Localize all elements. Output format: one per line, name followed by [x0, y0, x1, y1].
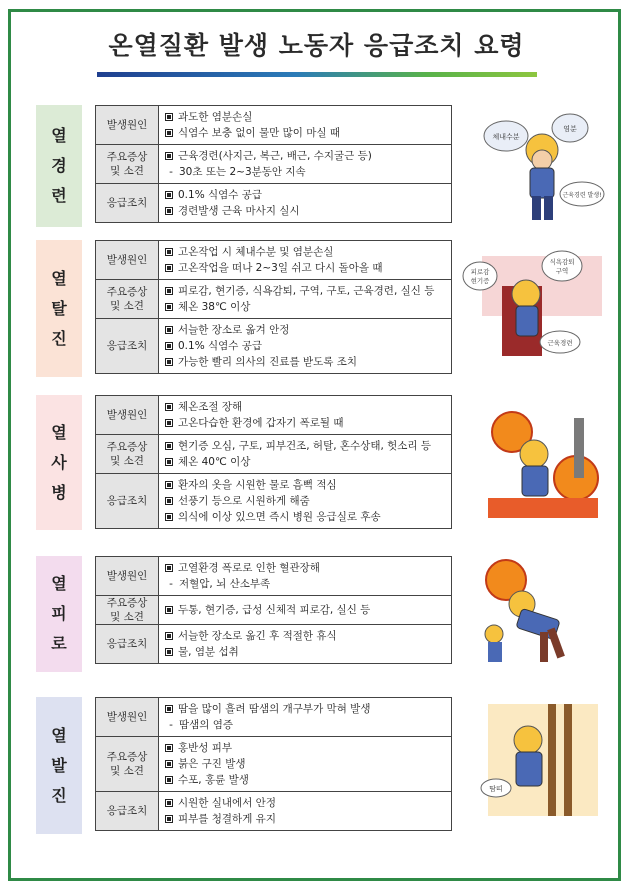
- disease-name-char: 피: [51, 604, 67, 623]
- square-bullet-icon: [165, 264, 173, 272]
- item-line: [165, 493, 446, 509]
- dash-bullet: -: [169, 166, 173, 178]
- item-line: [165, 454, 446, 470]
- square-bullet-icon: [165, 799, 173, 807]
- cause-label: 발생원인: [96, 106, 159, 145]
- item-line: [165, 717, 446, 733]
- dash-bullet: -: [169, 578, 173, 590]
- square-bullet-icon: [165, 481, 173, 489]
- item-line: [165, 244, 446, 260]
- title-underline: [97, 72, 537, 77]
- illus-label-water: 체내수분: [492, 133, 520, 141]
- item-text: 두통, 현기증, 급성 신체적 피로감, 실신 등: [178, 604, 371, 616]
- square-bullet-icon: [165, 358, 173, 366]
- table-row: [96, 698, 452, 737]
- item-text: 고열환경 폭로로 인한 혈관장해: [178, 562, 320, 574]
- cause-label: 발생원인: [96, 241, 159, 280]
- symptom-label: [96, 435, 159, 474]
- item-text: 물, 염분 섭취: [178, 646, 239, 658]
- square-bullet-icon: [165, 513, 173, 521]
- item-line: [165, 260, 446, 276]
- square-bullet-icon: [165, 564, 173, 572]
- aid-content: [159, 474, 452, 529]
- illustration-heat-cramps: [478, 108, 608, 228]
- disease-name-char: 련: [51, 186, 67, 205]
- table-row: [96, 184, 452, 223]
- cause-label: 발생원인: [96, 557, 159, 596]
- cause-label: 발생원인: [96, 396, 159, 435]
- illustration-heat-exhaustion: [462, 246, 608, 366]
- disease-name: [36, 697, 82, 834]
- symptom-label: [96, 145, 159, 184]
- aid-label: 응급조치: [96, 474, 159, 529]
- item-line: [165, 125, 446, 141]
- illus-label-nausea: 구역: [555, 267, 569, 275]
- cause-content: [159, 698, 452, 737]
- item-line: [165, 354, 446, 370]
- aid-label: 응급조치: [96, 625, 159, 664]
- disease-name: [36, 240, 82, 377]
- info-table: [95, 395, 452, 529]
- symptom-label: [96, 280, 159, 319]
- square-bullet-icon: [165, 606, 173, 614]
- square-bullet-icon: [165, 287, 173, 295]
- item-line: [165, 509, 446, 525]
- item-text: 현기증 오심, 구토, 피부건조, 허탈, 혼수상태, 헛소리 등: [178, 440, 432, 452]
- dash-bullet: -: [169, 719, 173, 731]
- symptom-label-line: 주요증상: [106, 151, 148, 163]
- item-text: 체온 40℃ 이상: [178, 456, 251, 468]
- cause-content: [159, 106, 452, 145]
- item-line: [165, 438, 446, 454]
- square-bullet-icon: [165, 326, 173, 334]
- item-text: 서늘한 장소로 옮긴 후 적절한 휴식: [178, 630, 337, 642]
- aid-content: [159, 184, 452, 223]
- item-text: 고온작업을 떠나 2~3일 쉬고 다시 돌아올 때: [178, 262, 383, 274]
- item-line: [165, 644, 446, 660]
- table-row: [96, 280, 452, 319]
- square-bullet-icon: [165, 207, 173, 215]
- item-text: 수포, 홍륜 발생: [178, 774, 249, 786]
- item-line: [165, 560, 446, 576]
- item-text: 가능한 빨리 의사의 진료를 받도록 조치: [178, 356, 357, 368]
- table-row: [96, 596, 452, 625]
- symptom-content: [159, 280, 452, 319]
- item-line: [165, 576, 446, 592]
- item-text: 피부를 청결하게 유지: [178, 813, 276, 825]
- table-row: [96, 474, 452, 529]
- item-line: [165, 740, 446, 756]
- disease-name: [36, 105, 82, 227]
- table-row: [96, 396, 452, 435]
- table-row: [96, 557, 452, 596]
- item-line: [165, 811, 446, 827]
- item-text: 선풍기 등으로 시원하게 해줌: [178, 495, 310, 507]
- symptom-label-line: 주요증상: [106, 751, 148, 763]
- table-row: [96, 792, 452, 831]
- square-bullet-icon: [165, 191, 173, 199]
- disease-name-char: 병: [51, 482, 67, 502]
- item-text: 저혈압, 뇌 산소부족: [179, 578, 271, 590]
- aid-content: [159, 625, 452, 664]
- disease-name-char: 진: [51, 785, 67, 805]
- table-row: [96, 145, 452, 184]
- illustration-heat-rash: [478, 700, 608, 820]
- item-text: 경련발생 근육 마사지 실시: [178, 205, 300, 217]
- symptom-label-line: 및 소견: [110, 455, 144, 467]
- square-bullet-icon: [165, 648, 173, 656]
- item-line: [165, 109, 446, 125]
- item-text: 붉은 구진 발생: [178, 758, 246, 770]
- disease-name-char: 탈: [51, 298, 67, 318]
- item-line: [165, 701, 446, 717]
- symptom-content: [159, 435, 452, 474]
- item-text: 30초 또는 2~3분동안 지속: [179, 166, 306, 178]
- illustration-heat-fatigue: [478, 558, 608, 673]
- item-text: 0.1% 식염수 공급: [178, 340, 263, 352]
- item-line: [165, 477, 446, 493]
- square-bullet-icon: [165, 632, 173, 640]
- item-line: [165, 399, 446, 415]
- symptom-label-line: 및 소견: [110, 300, 144, 312]
- aid-label: 응급조치: [96, 792, 159, 831]
- item-text: 홍반성 피부: [178, 742, 233, 754]
- disease-name-char: 열: [51, 268, 67, 288]
- item-text: 근육경련(사지근, 복근, 배근, 수지굴근 등): [178, 150, 372, 162]
- table-row: [96, 106, 452, 145]
- cause-content: [159, 241, 452, 280]
- illus-label-cramp2: 근육경련: [547, 339, 573, 347]
- symptom-label-line: 및 소견: [110, 611, 144, 623]
- item-text: 과도한 염분손실: [178, 111, 253, 123]
- square-bullet-icon: [165, 776, 173, 784]
- symptom-label-line: 및 소견: [110, 765, 144, 777]
- square-bullet-icon: [165, 419, 173, 427]
- square-bullet-icon: [165, 458, 173, 466]
- disease-name-char: 열: [51, 725, 67, 745]
- item-text: 시원한 실내에서 안정: [178, 797, 276, 809]
- item-line: [165, 283, 446, 299]
- cause-label: 발생원인: [96, 698, 159, 737]
- illus-label-appetite: 식욕감퇴: [549, 258, 575, 266]
- table-row: [96, 319, 452, 374]
- item-line: [165, 602, 446, 618]
- disease-name-char: 열: [51, 126, 67, 145]
- symptom-label: [96, 596, 159, 625]
- symptom-label-line: 주요증상: [106, 286, 148, 298]
- square-bullet-icon: [165, 303, 173, 311]
- item-text: 식염수 보충 없이 물만 많이 마실 때: [178, 127, 341, 139]
- aid-label: 응급조치: [96, 184, 159, 223]
- illus-label-cramp: 근육경련 발생!: [562, 192, 602, 199]
- table-row: [96, 435, 452, 474]
- square-bullet-icon: [165, 248, 173, 256]
- disease-name-char: 진: [51, 328, 67, 348]
- disease-name: [36, 556, 82, 672]
- disease-name-char: 열: [51, 422, 67, 442]
- square-bullet-icon: [165, 760, 173, 768]
- item-line: [165, 187, 446, 203]
- disease-name: [36, 395, 82, 530]
- disease-name-char: 경: [51, 156, 67, 175]
- item-line: [165, 322, 446, 338]
- item-line: [165, 299, 446, 315]
- page-title: 온열질환 발생 노동자 응급조치 요령: [108, 31, 525, 60]
- symptom-label-line: 주요증상: [106, 441, 148, 453]
- item-text: 땀샘의 염증: [179, 719, 234, 731]
- item-text: 체온 38℃ 이상: [178, 301, 251, 313]
- item-line: [165, 338, 446, 354]
- item-text: 피로감, 현기증, 식욕감퇴, 구역, 구토, 근육경련, 실신 등: [178, 285, 435, 297]
- illus-label-fatigue: 피로감: [470, 268, 490, 276]
- item-line: [165, 772, 446, 788]
- item-line: [165, 795, 446, 811]
- item-line: [165, 756, 446, 772]
- illus-label-rash: 땀띠: [489, 785, 503, 793]
- symptom-content: [159, 145, 452, 184]
- cause-content: [159, 396, 452, 435]
- table-row: [96, 737, 452, 792]
- item-text: 고온다습한 환경에 갑자기 폭로될 때: [178, 417, 344, 429]
- illus-label-dizzy: 현기증: [470, 277, 490, 285]
- item-text: 환자의 옷을 시원한 물로 흠뻑 적심: [178, 479, 337, 491]
- item-text: 0.1% 식염수 공급: [178, 189, 263, 201]
- square-bullet-icon: [165, 403, 173, 411]
- square-bullet-icon: [165, 497, 173, 505]
- item-line: [165, 203, 446, 219]
- item-text: 땀을 많이 흘려 땀샘의 개구부가 막혀 발생: [178, 703, 371, 715]
- disease-name-char: 열: [51, 574, 67, 593]
- square-bullet-icon: [165, 815, 173, 823]
- info-table: [95, 697, 452, 831]
- cause-content: [159, 557, 452, 596]
- disease-name-char: 발: [51, 755, 67, 775]
- info-table: [95, 240, 452, 374]
- aid-content: [159, 792, 452, 831]
- square-bullet-icon: [165, 342, 173, 350]
- table-row: [96, 625, 452, 664]
- item-line: [165, 415, 446, 431]
- square-bullet-icon: [165, 705, 173, 713]
- item-text: 체온조절 장해: [178, 401, 243, 413]
- item-text: 의식에 이상 있으면 즉시 병원 응급실로 후송: [178, 511, 381, 523]
- item-line: [165, 628, 446, 644]
- info-table: [95, 105, 452, 223]
- symptom-label-line: 주요증상: [106, 597, 148, 609]
- symptom-label: [96, 737, 159, 792]
- symptom-label-line: 및 소견: [110, 165, 144, 177]
- item-line: [165, 148, 446, 164]
- table-row: [96, 241, 452, 280]
- aid-label: 응급조치: [96, 319, 159, 374]
- item-line: [165, 164, 446, 180]
- info-table: [95, 556, 452, 664]
- item-text: 서늘한 장소로 옮겨 안정: [178, 324, 290, 336]
- square-bullet-icon: [165, 113, 173, 121]
- symptom-content: [159, 737, 452, 792]
- disease-name-char: 로: [51, 634, 67, 653]
- square-bullet-icon: [165, 152, 173, 160]
- illus-label-salt: 염분: [563, 125, 577, 133]
- square-bullet-icon: [165, 442, 173, 450]
- square-bullet-icon: [165, 129, 173, 137]
- item-text: 고온작업 시 체내수분 및 염분손실: [178, 246, 334, 258]
- aid-content: [159, 319, 452, 374]
- disease-name-char: 사: [51, 452, 67, 472]
- symptom-content: [159, 596, 452, 625]
- illustration-heat-stroke: [478, 398, 608, 523]
- square-bullet-icon: [165, 744, 173, 752]
